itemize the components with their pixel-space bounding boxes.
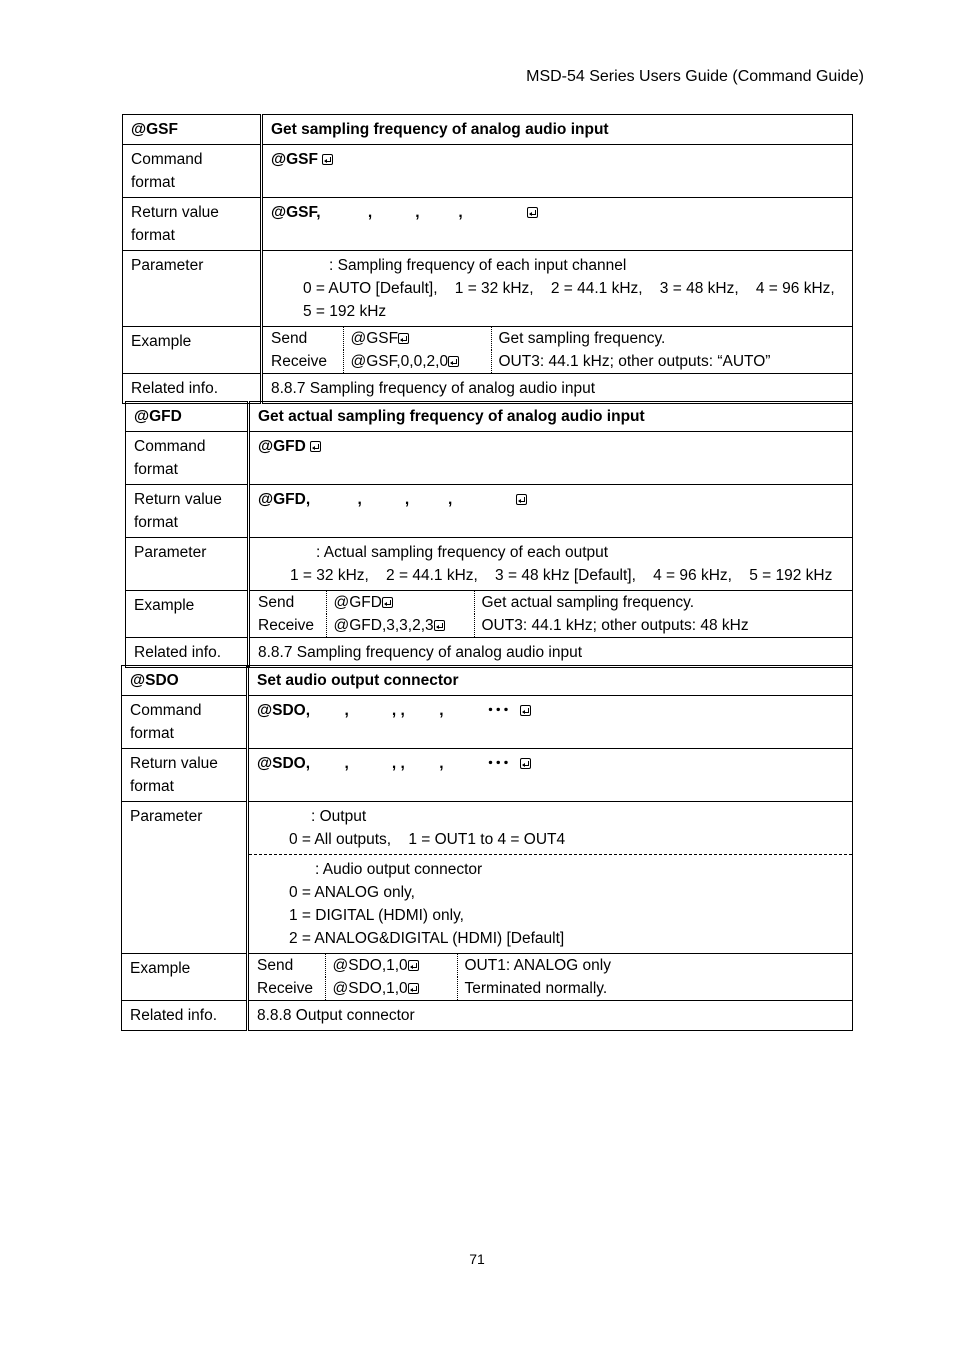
- related-info-label: Related info.: [122, 1001, 248, 1031]
- return-icon: [516, 494, 527, 505]
- command-format-label: Command format: [126, 432, 249, 485]
- return-icon: [310, 441, 321, 452]
- parameter-label: Parameter: [126, 538, 249, 591]
- return-icon: [527, 207, 538, 218]
- example-value: [249, 591, 853, 638]
- parameter-label: Parameter: [122, 802, 248, 954]
- return-format-label: Return value format: [122, 749, 248, 802]
- return-format-label: Return value format: [123, 198, 262, 251]
- example-send-description: Get actual sampling frequency.: [481, 594, 695, 611]
- example-send-label: Send: [257, 954, 325, 977]
- related-info-label: Related info.: [123, 374, 262, 404]
- return-format-value: @GSF, , , ,: [262, 198, 853, 251]
- return-icon: [408, 983, 419, 994]
- example-receive-description: Terminated normally.: [464, 980, 608, 997]
- example-receive-label: Receive: [271, 350, 343, 373]
- command-format-value: @SDO, , , , , ･･･: [248, 696, 853, 749]
- command-title: Set audio output connector: [248, 666, 853, 696]
- parameter-value: : Sampling frequency of each input channel 0 = AUTO [Default], 1 = 32 kHz, 2 = 44.1 kHz, 3 = 48 kHz, 4 = 96 kHz, 5 = 192 kHz: [262, 251, 853, 327]
- command-title: Get sampling frequency of analog audio input: [262, 115, 853, 145]
- example-label: Example: [126, 591, 249, 638]
- example-label: Example: [122, 954, 248, 1001]
- return-icon: [520, 705, 531, 716]
- example-send-description: Get sampling frequency.: [498, 330, 666, 347]
- example-send-command: @GFD: [326, 591, 474, 614]
- example-send-label: Send: [258, 591, 326, 614]
- example-send-command: @SDO,1,0: [325, 954, 457, 977]
- document-header: MSD-54 Series Users Guide (Command Guide): [526, 68, 864, 85]
- parameter-divider: [249, 854, 852, 855]
- command-format-label: Command format: [123, 145, 262, 198]
- example-send-command: @GSF: [343, 327, 491, 350]
- example-receive-description: OUT3: 44.1 kHz; other outputs: 48 kHz: [481, 617, 749, 634]
- command-title: Get actual sampling frequency of analog audio input: [249, 402, 853, 432]
- page-number: 71: [469, 1251, 485, 1267]
- parameter-label: Parameter: [123, 251, 262, 327]
- command-name: @GSF: [123, 115, 262, 145]
- example-receive-command: @SDO,1,0: [325, 977, 457, 1000]
- return-icon: [322, 154, 333, 165]
- gfd-command-table: [125, 401, 853, 668]
- return-icon: [434, 620, 445, 631]
- return-format-label: Return value format: [126, 485, 249, 538]
- return-format-value: @SDO, , , , , ･･･: [248, 749, 853, 802]
- parameter-value: : Actual sampling frequency of each output 1 = 32 kHz, 2 = 44.1 kHz, 3 = 48 kHz [Default], 4 = 96 kHz, 5 = 192 kHz: [249, 538, 853, 591]
- gsf-command-table: [122, 114, 853, 404]
- command-format-label: Command format: [122, 696, 248, 749]
- example-receive-command: @GSF,0,0,2,0: [343, 350, 491, 373]
- example-receive-command: @GFD,3,3,2,3: [326, 614, 474, 637]
- parameter-value: : Output 0 = All outputs, 1 = OUT1 to 4 = OUT4 : Audio output connector 0 = ANALOG only, 1 = DIGITAL (HDMI) only, 2 = ANALOG&DIGITAL (HDMI) [Default]: [248, 802, 853, 954]
- command-name: @SDO: [122, 666, 248, 696]
- return-icon: [520, 758, 531, 769]
- return-icon: [382, 597, 393, 608]
- related-info-value: 8.8.7 Sampling frequency of analog audio input: [262, 374, 853, 404]
- related-info-value: 8.8.8 Output connector: [248, 1001, 853, 1031]
- example-label: Example: [123, 327, 262, 374]
- example-receive-description: OUT3: 44.1 kHz; other outputs: “AUTO”: [498, 353, 771, 370]
- sdo-command-table: [121, 665, 853, 1031]
- example-value: [248, 954, 853, 1001]
- command-format-value: @GFD: [249, 432, 853, 485]
- command-format-value: @GSF: [262, 145, 853, 198]
- example-value: [262, 327, 853, 374]
- return-icon: [448, 356, 459, 367]
- return-format-value: @GFD, , , ,: [249, 485, 853, 538]
- related-info-label: Related info.: [126, 638, 249, 668]
- related-info-value: 8.8.7 Sampling frequency of analog audio input: [249, 638, 853, 668]
- example-receive-label: Receive: [257, 977, 325, 1000]
- example-send-description: OUT1: ANALOG only: [464, 957, 611, 974]
- example-receive-label: Receive: [258, 614, 326, 637]
- command-name: @GFD: [126, 402, 249, 432]
- return-icon: [398, 333, 409, 344]
- example-send-label: Send: [271, 327, 343, 350]
- return-icon: [408, 960, 419, 971]
